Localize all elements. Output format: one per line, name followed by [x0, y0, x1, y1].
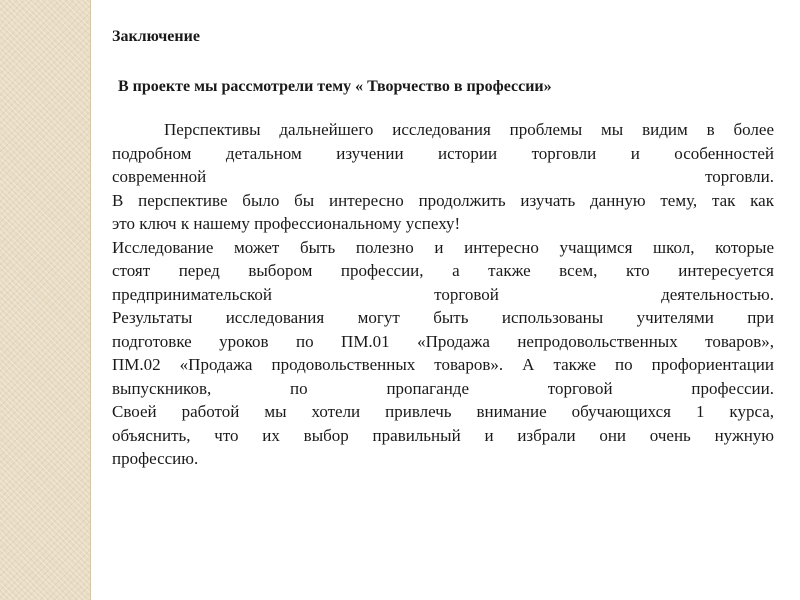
text-line: В перспективе было бы интересно продолжить изучать данную тему, так как	[112, 190, 774, 210]
text-line: современной торговли.	[112, 167, 774, 186]
text-line: объяснить, что их выбор правильный и избрали они очень нужную	[112, 425, 774, 445]
conclusion-heading: Заключение	[112, 28, 200, 45]
conclusion-body	[112, 118, 774, 471]
text-line: это ключ к нашему профессиональному успеху!	[112, 214, 461, 233]
text-line: Своей работой мы хотели привлечь внимание обучающихся 1 курса,	[112, 402, 774, 421]
decorative-side-band	[0, 0, 91, 600]
slide-content	[112, 26, 774, 471]
text-line: профессию.	[112, 449, 199, 468]
text-line: Перспективы дальнейшего исследования проблемы мы видим в более	[164, 120, 774, 139]
text-line: подготовке уроков по ПМ.01 «Продажа непродовольственных товаров»,	[112, 331, 774, 351]
text-line: Исследование может быть полезно и интересно учащимся школ, которые	[112, 237, 774, 257]
text-line: предпринимательской торговой деятельностью.	[112, 284, 774, 304]
text-line: Результаты исследования могут быть использованы учителями при	[112, 308, 774, 327]
project-topic-line: В проекте мы рассмотрели тему « Творчество в профессии»	[118, 78, 552, 95]
text-line: подробном детальном изучении истории торговли и особенностей	[112, 143, 774, 163]
text-line: стоят перед выбором профессии, а также всем, кто интересуется	[112, 261, 774, 280]
text-line: выпускников, по пропаганде торговой профессии.	[112, 378, 774, 398]
text-line: ПМ.02 «Продажа продовольственных товаров». А также по профориентации	[112, 355, 774, 374]
